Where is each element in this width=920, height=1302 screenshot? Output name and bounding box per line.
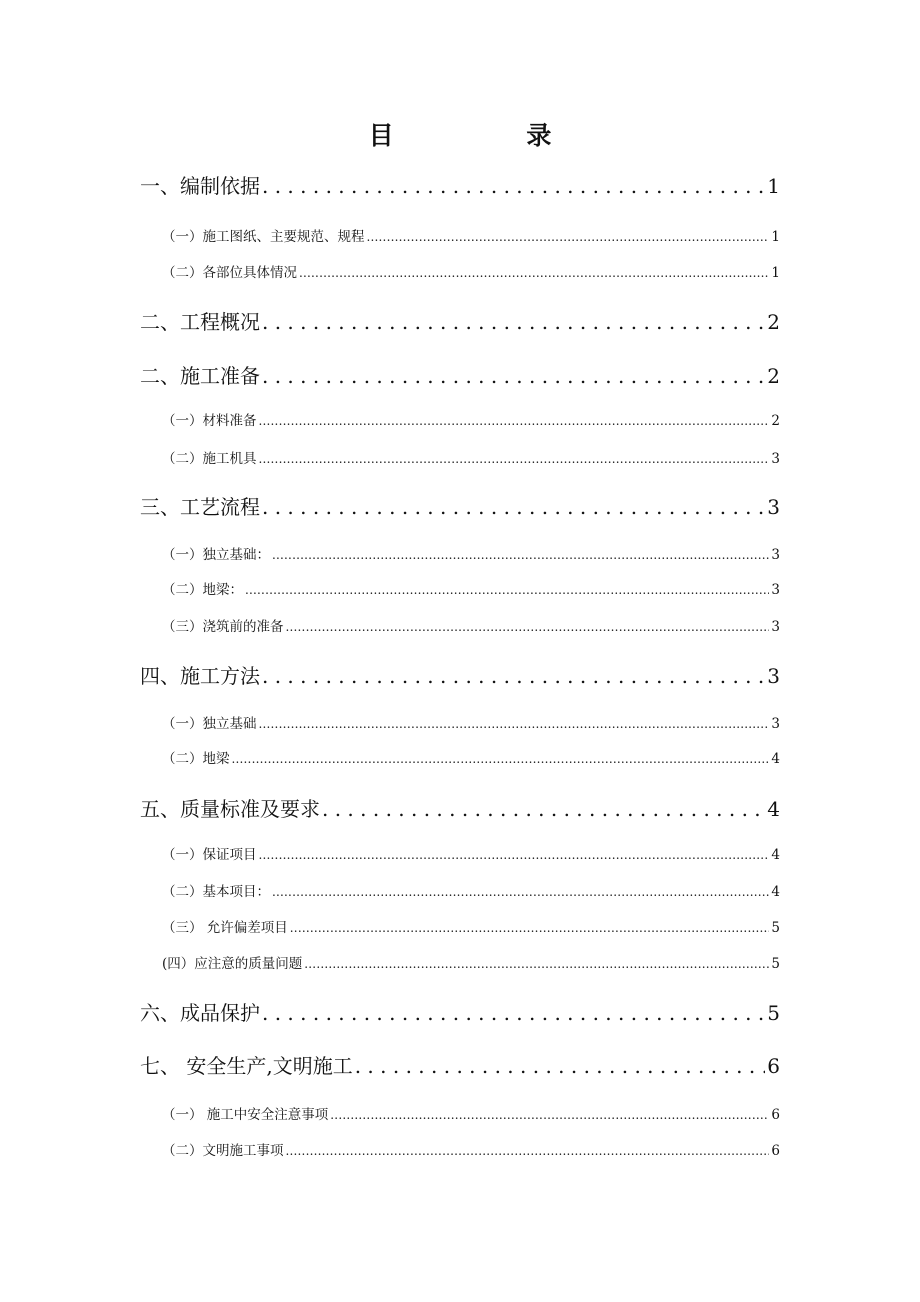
toc-dot-leader xyxy=(299,263,769,283)
toc-dot-leader xyxy=(304,954,769,974)
toc-page-number: 4 xyxy=(771,751,780,767)
toc-page-number: 5 xyxy=(767,1001,780,1025)
toc-entry-label: （二）文明施工事项 xyxy=(162,1143,284,1159)
toc-dot-leader xyxy=(262,172,765,200)
toc-page-number: 3 xyxy=(771,619,780,635)
toc-entry-label: （三） 允许偏差项目 xyxy=(162,920,288,936)
toc-page-number: 3 xyxy=(771,451,780,467)
toc-title: 目 录 xyxy=(368,121,614,150)
toc-section-entry[interactable] xyxy=(162,580,780,600)
toc-chapter-entry[interactable] xyxy=(140,362,780,390)
toc-page-number: 3 xyxy=(771,716,780,732)
toc-entry-label: （二）施工机具 xyxy=(162,451,257,467)
toc-page-number: 3 xyxy=(767,664,780,688)
toc-dot-leader xyxy=(322,795,765,823)
toc-section-entry[interactable] xyxy=(162,617,780,637)
toc-section-entry[interactable] xyxy=(162,918,780,938)
toc-dot-leader xyxy=(290,918,770,938)
toc-page-number: 1 xyxy=(771,229,780,245)
toc-section-entry[interactable] xyxy=(162,845,780,865)
toc-entry-label: （二）地梁 xyxy=(162,751,230,767)
toc-page-number: 1 xyxy=(771,265,780,281)
toc-entry-label: 二、工程概况 xyxy=(140,310,260,334)
toc-chapter-entry[interactable] xyxy=(140,493,780,521)
toc-entry-label: （一）独立基础 xyxy=(162,716,257,732)
toc-section-entry[interactable] xyxy=(162,1141,780,1161)
toc-page-number: 5 xyxy=(771,956,780,972)
toc-page-number: 3 xyxy=(771,547,780,563)
toc-page-number: 6 xyxy=(771,1143,780,1159)
toc-page-number: 2 xyxy=(771,413,780,429)
toc-section-entry[interactable] xyxy=(162,449,780,469)
toc-entry-label: （三）浇筑前的准备 xyxy=(162,619,284,635)
toc-page-number: 1 xyxy=(767,174,780,198)
toc-entry-label: 六、成品保护 xyxy=(140,1001,260,1025)
toc-section-entry[interactable] xyxy=(162,263,780,283)
toc-entry-label: 五、质量标准及要求 xyxy=(140,797,320,821)
toc-dot-leader xyxy=(330,1105,769,1125)
toc-entry-label: （一）材料准备 xyxy=(162,413,257,429)
toc-dot-leader xyxy=(262,362,765,390)
toc-entry-label: （一） 施工中安全注意事项 xyxy=(162,1107,329,1123)
toc-dot-leader xyxy=(272,882,769,902)
toc-dot-leader xyxy=(262,308,765,336)
toc-entry-label: 二、施工准备 xyxy=(140,364,260,388)
toc-dot-leader xyxy=(259,845,770,865)
toc-entry-label: (四）应注意的质量问题 xyxy=(162,956,303,972)
toc-chapter-entry[interactable] xyxy=(140,308,780,336)
toc-dot-leader xyxy=(286,617,770,637)
toc-dot-leader xyxy=(272,545,769,565)
toc-dot-leader xyxy=(286,1141,770,1161)
toc-dot-leader xyxy=(355,1052,766,1080)
toc-section-entry[interactable] xyxy=(162,882,780,902)
toc-page-number: 5 xyxy=(771,920,780,936)
toc-section-entry[interactable] xyxy=(162,227,780,247)
toc-dot-leader xyxy=(262,999,765,1027)
toc-entry-label: （一）施工图纸、主要规范、规程 xyxy=(162,229,365,245)
toc-chapter-entry[interactable] xyxy=(140,999,780,1027)
toc-entry-label: （一）保证项目 xyxy=(162,847,257,863)
toc-page-number: 6 xyxy=(767,1054,780,1078)
toc-entry-label: 四、施工方法 xyxy=(140,664,260,688)
toc-section-entry[interactable] xyxy=(162,545,780,565)
toc-page-number: 2 xyxy=(767,310,780,334)
toc-dot-leader xyxy=(259,714,770,734)
toc-entry-label: 七、 安全生产,文明施工 xyxy=(140,1054,353,1078)
toc-dot-leader xyxy=(367,227,770,247)
toc-section-entry[interactable] xyxy=(162,714,780,734)
toc-dot-leader xyxy=(262,662,765,690)
toc-dot-leader xyxy=(262,493,765,521)
toc-entry-label: （二）基本项目： xyxy=(162,884,270,900)
toc-dot-leader xyxy=(245,580,769,600)
toc-entry-label: （一）独立基础： xyxy=(162,547,270,563)
toc-entry-label: 一、编制依据 xyxy=(140,174,260,198)
toc-section-entry[interactable] xyxy=(162,749,780,769)
toc-dot-leader xyxy=(232,749,770,769)
toc-page-number: 4 xyxy=(771,847,780,863)
toc-chapter-entry[interactable] xyxy=(140,795,780,823)
toc-page-number: 6 xyxy=(771,1107,780,1123)
toc-chapter-entry[interactable] xyxy=(140,1052,780,1080)
toc-entry-label: （二）各部位具体情况 xyxy=(162,265,297,281)
toc-section-entry[interactable] xyxy=(162,1105,780,1125)
toc-entry-label: 三、工艺流程 xyxy=(140,495,260,519)
toc-page-number: 4 xyxy=(771,884,780,900)
toc-section-entry[interactable] xyxy=(162,411,780,431)
toc-chapter-entry[interactable] xyxy=(140,662,780,690)
toc-page-number: 3 xyxy=(767,495,780,519)
toc-page-number: 4 xyxy=(767,797,780,821)
toc-chapter-entry[interactable] xyxy=(140,172,780,200)
toc-section-entry[interactable] xyxy=(162,954,780,974)
toc-dot-leader xyxy=(259,411,770,431)
toc-page-number: 3 xyxy=(771,582,780,598)
toc-dot-leader xyxy=(259,449,770,469)
toc-page-number: 2 xyxy=(767,364,780,388)
toc-entry-label: （二）地梁： xyxy=(162,582,243,598)
